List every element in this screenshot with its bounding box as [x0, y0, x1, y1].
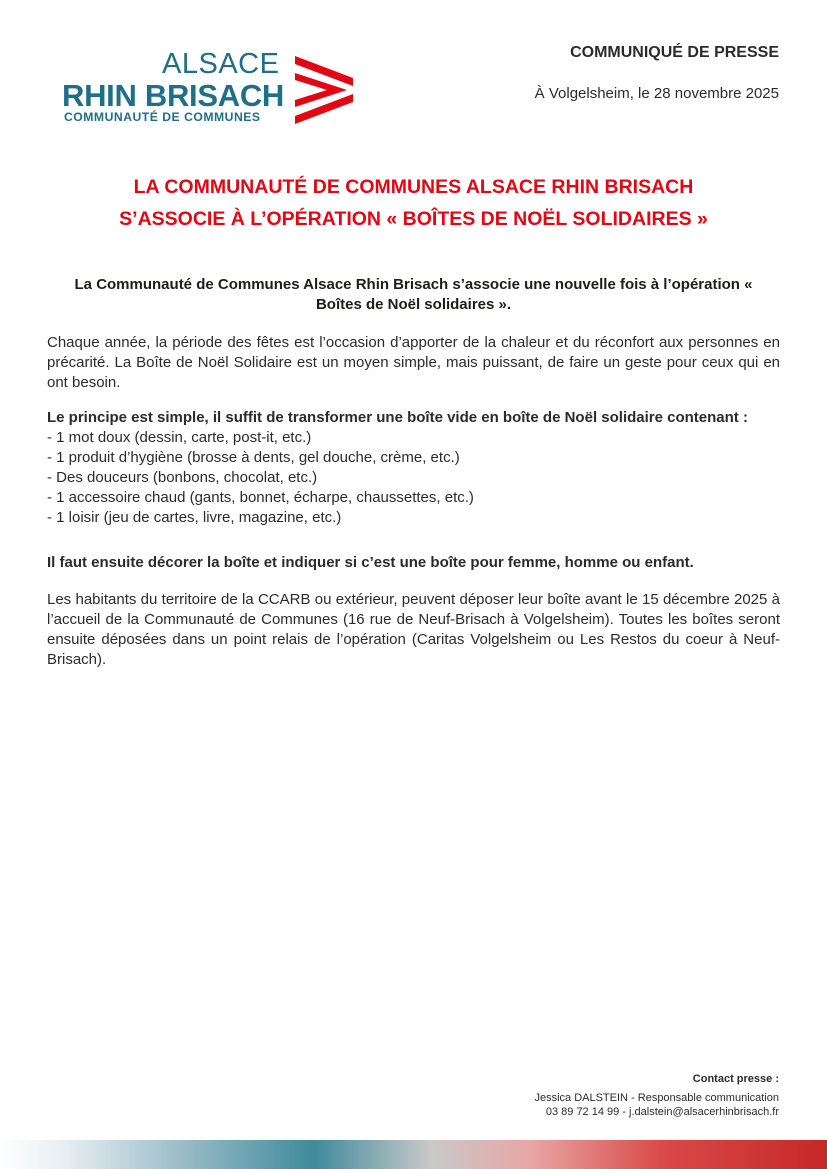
logo-chevron-icon [295, 56, 353, 124]
lead-paragraph: La Communauté de Communes Alsace Rhin Brisach s’associe une nouvelle fois à l’opération « Boîtes de Noël solidaires ». [74, 276, 753, 313]
place-date: À Volgelsheim, le 28 novembre 2025 [534, 85, 779, 102]
principle-section [47, 408, 780, 528]
logo [62, 50, 354, 130]
headline [40, 171, 787, 235]
list-item: - 1 loisir (jeu de cartes, livre, magazine, etc.) [47, 509, 342, 526]
logo-line-2: RHIN BRISACH [62, 78, 285, 113]
intro-paragraph: Chaque année, la période des fêtes est l’occasion d’apporter de la chaleur et du réconfort aux personnes en précarité. La Boîte de Noël Solidaire est un moyen simple, mais puissant, de faire un geste pour ceux qui en ont besoin. [47, 334, 780, 391]
instruction-paragraph: Il faut ensuite décorer la boîte et indiquer si c’est une boîte pour femme, homme ou enfant. [47, 554, 694, 571]
logo-line-1: ALSACE [162, 48, 280, 80]
press-contact [534, 1072, 779, 1119]
footer-gradient-bar [0, 1140, 827, 1169]
list-item: - 1 mot doux (dessin, carte, post-it, etc.) [47, 429, 312, 446]
logo-line-3: COMMUNAUTÉ DE COMMUNES [64, 110, 261, 124]
headline-line-1: LA COMMUNAUTÉ DE COMMUNES ALSACE RHIN BRISACH [133, 176, 694, 198]
list-item: - 1 produit d’hygiène (brosse à dents, gel douche, crème, etc.) [47, 449, 460, 466]
list-item: - Des douceurs (bonbons, chocolat, etc.) [47, 469, 318, 486]
list-item: - 1 accessoire chaud (gants, bonnet, écharpe, chaussettes, etc.) [47, 489, 474, 506]
headline-line-2: S’ASSOCIE À L’OPÉRATION « BOÎTES DE NOËL SOLIDAIRES » [119, 208, 708, 230]
contact-title: Contact presse : [692, 1073, 779, 1085]
contents-list [47, 428, 780, 528]
contact-details: 03 89 72 14 99 - j.dalstein@alsacerhinbrisach.fr [545, 1106, 779, 1118]
dropoff-paragraph: Les habitants du territoire de la CCARB ou extérieur, peuvent déposer leur boîte avant le 15 décembre 2025 à l’accueil de la Communauté de Communes (16 rue de Neuf-Brisach à Volgelsheim). Toutes les boîtes seront ensuite déposées dans un point relais de l’opération (Caritas Volgelsheim ou Les Restos du coeur à Neuf-Brisach). [47, 591, 780, 668]
contact-person: Jessica DALSTEIN - Responsable communication [534, 1092, 779, 1104]
principle-intro: Le principe est simple, il suffit de transformer une boîte vide en boîte de Noël solidaire contenant : [47, 409, 748, 426]
document-type: COMMUNIQUÉ DE PRESSE [570, 44, 779, 61]
